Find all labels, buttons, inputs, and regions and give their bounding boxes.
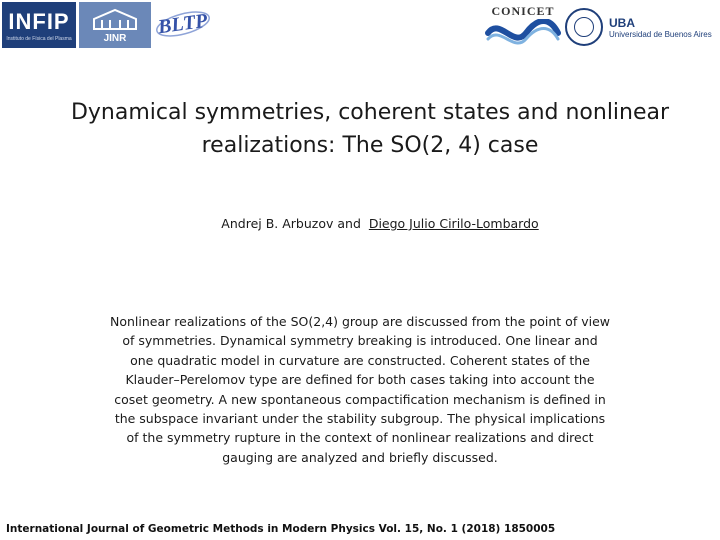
journal-reference: International Journal of Geometric Methods in Modern Physics Vol. 15, No. 1 (2018) 1850005 xyxy=(6,523,556,535)
jinr-logo-text: JINR xyxy=(103,32,127,44)
bltp-logo xyxy=(153,4,213,44)
paper-title: Dynamical symmetries, coherent states and nonlinear realizations: The SO(2, 4) case xyxy=(70,100,670,158)
uba-logo-name: UBA xyxy=(609,15,635,30)
conicet-logo xyxy=(482,2,564,48)
author-line xyxy=(100,216,660,231)
uba-logo-subtitle: Universidad de Buenos Aires xyxy=(609,29,712,39)
uba-logo xyxy=(565,6,717,48)
abstract-text: Nonlinear realizations of the SO(2,4) group are discussed from the point of view of symmetries. Dynamical symmetry breaking is introduced. One linear and one quadratic model in curvature are constructed. Coherent states of the Klauder–Perelomov type are defined for both cases taking into account the coset geometry. A new spontaneous compactification mechanism is defined in the subspace invariant under the stability subgroup. The physical implications of the symmetry rupture in the context of nonlinear realizations and direct gauging are analyzed and briefly discussed. xyxy=(110,314,610,465)
uba-seal-icon xyxy=(565,8,603,46)
conicet-logo-text: CONICET xyxy=(491,3,555,18)
bltp-logo-text: BLTP xyxy=(156,9,210,38)
infip-logo-text: INFIP xyxy=(8,8,70,34)
infip-logo-caption: Instituto de Física del Plasma xyxy=(6,35,72,42)
author-first: Andrej B. Arbuzov and xyxy=(221,216,361,231)
conicet-wave-icon xyxy=(484,19,562,47)
author-second-link[interactable]: Diego Julio Cirilo-Lombardo xyxy=(368,216,539,231)
jinr-building-icon xyxy=(90,7,140,31)
infip-logo xyxy=(2,2,76,48)
jinr-logo xyxy=(79,2,151,48)
